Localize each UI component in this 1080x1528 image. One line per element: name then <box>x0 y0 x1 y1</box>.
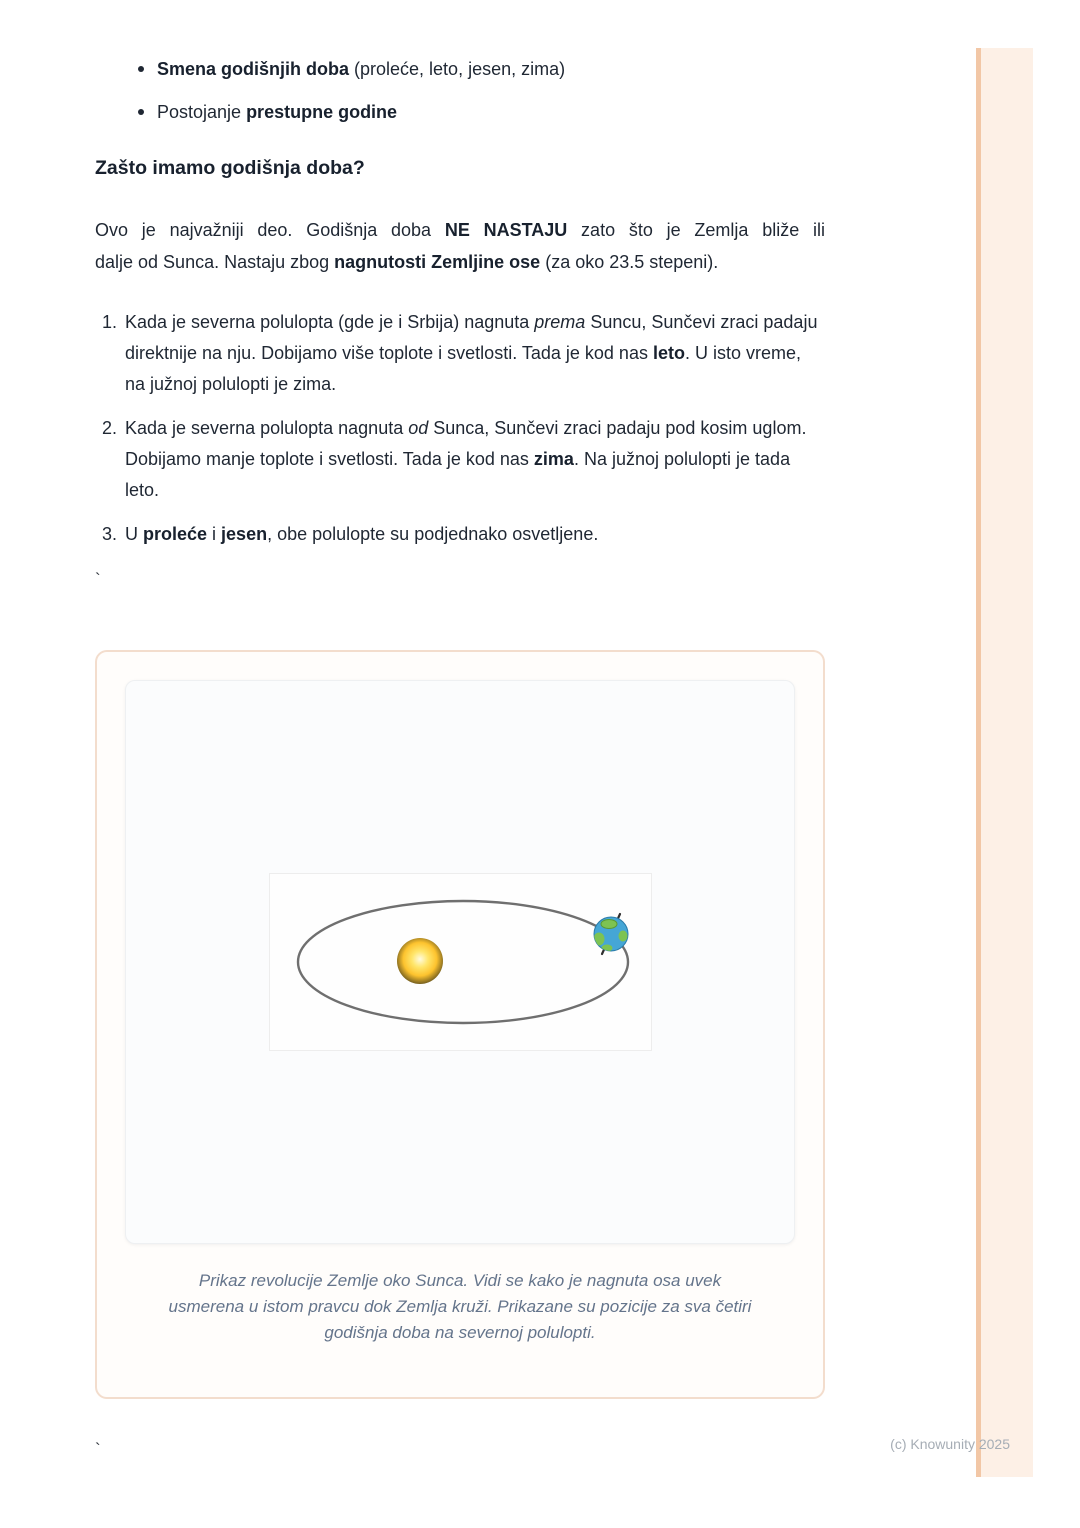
bullet-text: Smena godišnjih doba (proleće, leto, jesen, zima) <box>157 59 566 79</box>
list-item: 2. Kada je severna polulopta nagnuta od Sunca, Sunčevi zraci padaju pod kosim uglom. Dobijamo manje toplote i svetlosti. Tada je kod nas zima. Na južnoj polulopti je tada leto. <box>95 413 825 506</box>
caption-line: godišnja doba na severnoj polulopti. <box>324 1323 596 1342</box>
bullet-item <box>95 58 825 80</box>
list-item-number: 2. <box>101 418 117 438</box>
bullet-icon <box>138 66 144 72</box>
bullet-icon <box>138 109 144 115</box>
bullet-item <box>95 101 825 123</box>
list-item-number: 3. <box>101 524 117 544</box>
caption-line: Prikaz revolucije Zemlje oko Sunca. Vidi se kako je nagnuta osa uvek <box>198 1271 722 1290</box>
section-heading: Zašto imamo godišnja doba? <box>95 157 365 179</box>
caption-line: usmerena u istom pravcu dok Zemlja kruži. Prikazane su pozicije za sva četiri <box>168 1297 752 1316</box>
figure-inner-card <box>125 680 795 1244</box>
list-item: 1. Kada je severna polulopta (gde je i Srbija) nagnuta prema Suncu, Sunčevi zraci padaju direktnije na nju. Dobijamo više toplote i svetlosti. Tada je kod nas leto. U isto vreme, na južnoj polulopti je zima. <box>95 307 825 400</box>
list-item-number: 1. <box>101 312 117 332</box>
bullet-text: Postojanje prestupne godine <box>157 102 398 122</box>
intro-paragraph <box>95 214 825 278</box>
stray-backtick-bottom: ` <box>95 1440 101 1459</box>
accent-stripe <box>976 48 1033 1477</box>
intro-line: dalje od Sunca. Nastaju zbog nagnutosti Zemljine ose (za oko 23.5 stepeni). <box>95 252 719 272</box>
sun-illustration <box>397 938 443 984</box>
figure-caption <box>125 1268 795 1346</box>
numbered-list <box>95 307 825 550</box>
stray-backtick-top: ` <box>95 570 101 589</box>
page-content <box>95 0 825 1399</box>
bullet-list <box>95 58 825 123</box>
figure-card <box>95 650 825 1399</box>
orbit-diagram <box>269 873 652 1051</box>
intro-line: Ovo je najvažniji deo. Godišnja doba NE NASTAJU zato što je Zemlja bliže ili <box>95 220 825 240</box>
orbit-ellipse <box>298 901 628 1023</box>
copyright-text: (c) Knowunity 2025 <box>890 1436 1010 1452</box>
list-item: 3. U proleće i jesen, obe polulopte su podjednako osvetljene. <box>95 519 825 550</box>
